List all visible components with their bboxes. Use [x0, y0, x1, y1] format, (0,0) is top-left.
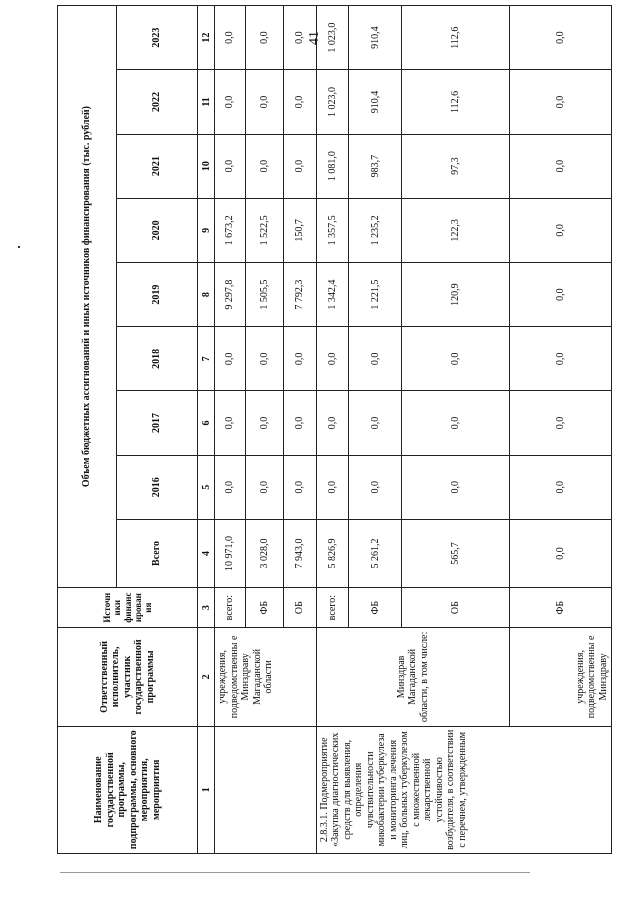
value-cell: 0,0: [215, 70, 246, 134]
col-number: 12: [198, 6, 215, 70]
value-cell: 0,0: [245, 70, 284, 134]
value-cell: 5 261,2: [349, 519, 402, 587]
value-cell: 0,0: [245, 327, 284, 391]
header-name: Наименование государственной программы, подпрограммы, основного мероприятия, мероприятия: [58, 726, 198, 853]
value-cell: 910,4: [349, 70, 402, 134]
value-cell: 0,0: [349, 327, 402, 391]
value-cell: 0,0: [316, 455, 349, 519]
source-cell: ОБ: [284, 588, 317, 628]
value-cell: 122,3: [402, 198, 510, 262]
header-row-1: [58, 6, 117, 854]
page-bottom-line: [60, 872, 530, 873]
value-cell: 565,7: [402, 519, 510, 587]
source-cell: ОБ: [402, 588, 510, 628]
value-cell: 0,0: [245, 391, 284, 455]
source-cell: ФБ: [245, 588, 284, 628]
value-cell: 0,0: [316, 327, 349, 391]
value-cell: 0,0: [215, 6, 246, 70]
value-cell: 1 673,2: [215, 198, 246, 262]
value-cell: 910,4: [349, 6, 402, 70]
value-cell: 0,0: [349, 391, 402, 455]
value-cell: 0,0: [510, 327, 612, 391]
header-year: 2022: [117, 70, 198, 134]
col-number: 5: [198, 455, 215, 519]
header-source: Источники финансирования: [58, 588, 198, 628]
value-cell: 0,0: [284, 391, 317, 455]
value-cell: 0,0: [402, 455, 510, 519]
header-year: 2019: [117, 262, 198, 326]
value-cell: 0,0: [284, 134, 317, 198]
executor-cell: учреждения, подведомственны е Минздраву Магаданской области: [215, 628, 317, 726]
col-number: 1: [198, 726, 215, 853]
source-cell: ФБ: [510, 588, 612, 628]
header-year: 2017: [117, 391, 198, 455]
value-cell: 0,0: [215, 134, 246, 198]
value-cell: 0,0: [510, 6, 612, 70]
header-executor: Ответственный исполнитель, участник государственной программы: [58, 628, 198, 726]
value-cell: 0,0: [245, 134, 284, 198]
value-cell: 0,0: [316, 391, 349, 455]
column-number-row: [198, 6, 215, 854]
value-cell: 0,0: [510, 519, 612, 587]
value-cell: 7 943,0: [284, 519, 317, 587]
page-number: 41: [307, 31, 322, 45]
col-number: 2: [198, 628, 215, 726]
value-cell: 0,0: [349, 455, 402, 519]
budget-table: [57, 5, 612, 854]
value-cell: 983,7: [349, 134, 402, 198]
value-cell: 150,7: [284, 198, 317, 262]
value-cell: 0,0: [402, 327, 510, 391]
header-year: 2021: [117, 134, 198, 198]
header-year: 2020: [117, 198, 198, 262]
header-funding-group: Объем бюджетных ассигнований и иных источников финансирования (тыс. рублей): [58, 6, 117, 588]
value-cell: 5 826,9: [316, 519, 349, 587]
col-number: 10: [198, 134, 215, 198]
col-number: 3: [198, 588, 215, 628]
col-number: 11: [198, 70, 215, 134]
value-cell: 9 297,8: [215, 262, 246, 326]
name-cell-empty: [215, 726, 317, 853]
col-number: 4: [198, 519, 215, 587]
value-cell: 0,0: [245, 455, 284, 519]
value-cell: 3 028,0: [245, 519, 284, 587]
value-cell: 0,0: [215, 327, 246, 391]
col-number: 6: [198, 391, 215, 455]
value-cell: 1 023,0: [316, 70, 349, 134]
col-number: 7: [198, 327, 215, 391]
value-cell: 7 792,3: [284, 262, 317, 326]
header-year: 2023: [117, 6, 198, 70]
value-cell: 1 235,2: [349, 198, 402, 262]
scan-speck: [18, 246, 20, 248]
value-cell: 1 023,0: [316, 6, 349, 70]
value-cell: 0,0: [510, 455, 612, 519]
value-cell: 97,3: [402, 134, 510, 198]
value-cell: 0,0: [510, 198, 612, 262]
value-cell: 1 357,5: [316, 198, 349, 262]
value-cell: 1 081,0: [316, 134, 349, 198]
header-year: 2018: [117, 327, 198, 391]
value-cell: 1 342,4: [316, 262, 349, 326]
value-cell: 1 221,5: [349, 262, 402, 326]
value-cell: 0,0: [245, 6, 284, 70]
executor-cell: учреждения, подведомственны е Минздраву: [510, 628, 612, 726]
value-cell: 0,0: [284, 70, 317, 134]
value-cell: 0,0: [510, 70, 612, 134]
value-cell: 0,0: [215, 455, 246, 519]
value-cell: 0,0: [402, 391, 510, 455]
table-row: [215, 6, 246, 854]
col-number: 9: [198, 198, 215, 262]
value-cell: 0,0: [510, 134, 612, 198]
value-cell: 112,6: [402, 6, 510, 70]
value-cell: 0,0: [284, 327, 317, 391]
header-total: Всего: [117, 519, 198, 587]
value-cell: 0,0: [510, 391, 612, 455]
value-cell: 0,0: [510, 262, 612, 326]
value-cell: 1 505,5: [245, 262, 284, 326]
header-year: 2016: [117, 455, 198, 519]
value-cell: 0,0: [215, 391, 246, 455]
submeasure-name-cell: 2.8.3.1. Подмероприятие «Закупка диагностических средств для выявления, определения чувствительности микобактерии туберкулеза и мониторинга лечения лиц, больных туберкулезом с множественной лекарственной устойчивостью возбудителя, в соответствии с перечнем, утвержденным: [316, 726, 611, 853]
table-row: [316, 6, 349, 854]
value-cell: 120,9: [402, 262, 510, 326]
value-cell: 0,0: [284, 455, 317, 519]
value-cell: 1 522,5: [245, 198, 284, 262]
value-cell: 112,6: [402, 70, 510, 134]
source-cell: ФБ: [349, 588, 402, 628]
value-cell: 10 971,0: [215, 519, 246, 587]
rotated-table-container: [57, 5, 612, 854]
source-cell: всего:: [215, 588, 246, 628]
executor-cell: Минздрав Магаданской области, в том числе:: [316, 628, 509, 726]
source-cell: всего:: [316, 588, 349, 628]
value-cell: 0,0: [284, 6, 317, 70]
col-number: 8: [198, 262, 215, 326]
